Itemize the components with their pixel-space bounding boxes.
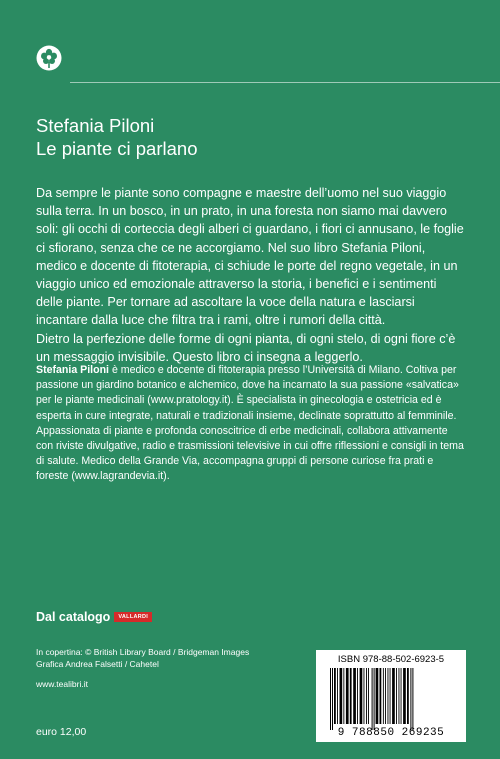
publisher-website: www.tealibri.it bbox=[36, 679, 88, 689]
publisher-badge: VALLARDI bbox=[114, 612, 152, 622]
isbn-barcode-box bbox=[316, 650, 466, 742]
ean-digits: 9 788850 269235 bbox=[337, 727, 445, 739]
bio-text: è medico e docente di fitoterapia presso l’Università di Milano. Coltiva per passione un giardino botanico e alchemico, dove ha incarnato la sua passione «salvatica» per le piante medicinali (www.pratology.it). È specialista in ginecologia e ostetricia ed è esperta in cure integrate, naturali e tradizionali insieme, declinate soprattutto al femminile. Appassionata di piante e profonda conoscitrice di erbe medicinali, collabora attivamente con riviste divulgative, radio e trasmissioni televisive in cui offre riflessioni e consigli in tema di salute. Medico della Grande Via, accompagna gruppi di persone curiose fra prati e foreste (www.lagrandevia.it). bbox=[36, 364, 464, 483]
cover-credit: In copertina: © British Library Board / Bridgeman Images bbox=[36, 647, 250, 657]
author-name: Stefania Piloni bbox=[36, 115, 155, 136]
isbn-label: ISBN 978-88-502-6923-5 bbox=[337, 654, 445, 665]
blurb-paragraph: Dietro la perfezione delle forme di ogni pianta, di ogni stelo, di ogni fiore c’è un messaggio invisibile. Questo libro ci insegna a leggerlo. bbox=[36, 331, 456, 364]
header-divider bbox=[70, 82, 500, 83]
author-bio bbox=[36, 363, 464, 485]
catalog-heading bbox=[36, 610, 152, 624]
bio-author-name: Stefania Piloni bbox=[36, 364, 109, 376]
flower-logo-icon bbox=[36, 45, 62, 71]
blurb-text bbox=[36, 184, 464, 366]
design-credit: Grafica Andrea Falsetti / Cahetel bbox=[36, 658, 159, 669]
catalog-label: Dal catalogo bbox=[36, 610, 111, 624]
price: euro 12,00 bbox=[36, 726, 87, 738]
blurb-paragraph: Da sempre le piante sono compagne e maestre dell’uomo nel suo viaggio sulla terra. In un bosco, in un prato, in una foresta non siamo mai davvero soli: gli occhi di corteccia degli alberi ci guardano, i fiori ci annusano, le foglie ci sfiorano, senza che ce ne accorgiamo. Nel suo libro Stefania Piloni, medico e docente di fitoterapia, ci schiude le porte del regno vegetale, in un viaggio unico ed emozionale attraverso la storia, i benefici e i sentimenti delle piante. Per tornare ad ascoltare la voce della natura e lasciarsi incantare dalla luce che filtra tra i rami, oltre i rumori della città. bbox=[36, 186, 464, 328]
book-title: Le piante ci parlano bbox=[36, 138, 198, 159]
cover-credits bbox=[36, 647, 249, 670]
